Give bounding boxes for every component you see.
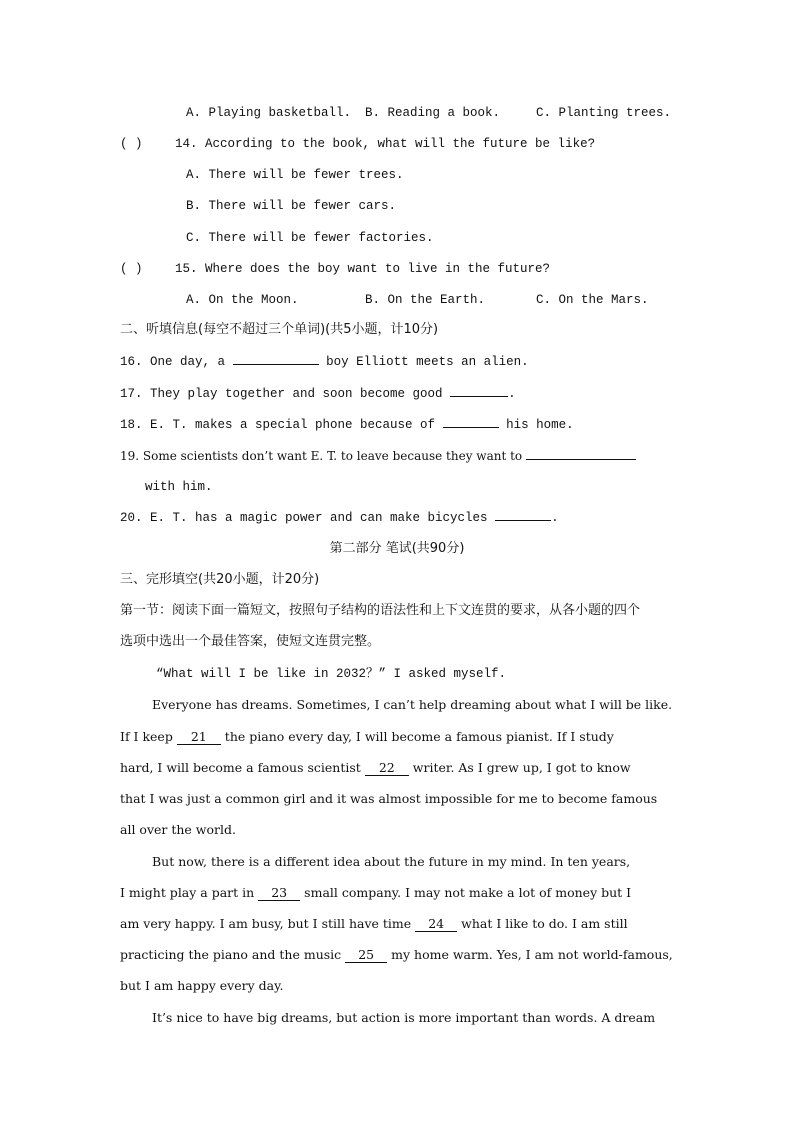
item-text: 18. E. T. makes a special phone because of	[120, 418, 436, 432]
passage-text: If I keep	[120, 729, 173, 744]
passage-line: But now, there is a different idea about the future in my mind. In ten years,	[152, 854, 631, 869]
fill-item-16	[120, 354, 529, 370]
blank-25[interactable]: 25	[345, 948, 387, 963]
section-3-title: 三、完形填空(共20小题，计20分)	[120, 572, 320, 587]
q14-option-a: A. There will be fewer trees.	[186, 168, 404, 182]
answer-blank[interactable]	[526, 459, 636, 460]
item-text: his home.	[506, 418, 574, 432]
answer-blank[interactable]	[443, 427, 499, 428]
part-2-title: 第二部分 笔试(共90分)	[329, 541, 465, 556]
passage-text: small company. I may not make a lot of money but I	[304, 885, 632, 900]
passage-text: writer. As I grew up, I got to know	[412, 760, 631, 775]
passage-text: what I like to do. I am still	[461, 916, 628, 931]
blank-23[interactable]: 23	[258, 886, 300, 901]
passage-text: the piano every day, I will become a famous pianist. If I study	[224, 729, 614, 744]
q13-option-b: B. Reading a book.	[365, 106, 501, 120]
answer-blank[interactable]	[495, 520, 551, 521]
passage-text: practicing the piano and the music	[120, 947, 342, 962]
instruction-line-1: 第一节：阅读下面一篇短文，按照句子结构的语法性和上下文连贯的要求，从各小题的四个	[120, 603, 641, 618]
passage-line	[120, 729, 614, 745]
item-text: .	[551, 511, 559, 525]
passage-line	[120, 947, 673, 963]
passage-text: hard, I will become a famous scientist	[120, 760, 361, 775]
fill-item-20	[120, 510, 559, 526]
instruction-line-2: 选项中选出一个最佳答案，使短文连贯完整。	[120, 634, 381, 649]
blank-22[interactable]: 22	[365, 761, 409, 776]
question-stem: 14. According to the book, what will the future be like?	[175, 137, 596, 151]
fill-item-19	[120, 448, 636, 464]
q15-option-b: B. On the Earth.	[365, 293, 486, 307]
passage-line: It’s nice to have big dreams, but action is more important than words. A dream	[152, 1010, 656, 1025]
fill-item-19-cont: with him.	[145, 480, 213, 494]
passage-line	[120, 760, 631, 776]
blank-21[interactable]: 21	[177, 730, 221, 745]
q14-option-c: C. There will be fewer factories.	[186, 231, 434, 245]
item-text: 16. One day, a	[120, 355, 226, 369]
item-text: 17. They play together and soon become good	[120, 387, 443, 401]
passage-line: that I was just a common girl and it was almost impossible for me to become famous	[120, 791, 658, 806]
item-text: 19. Some scientists don’t want E. T. to leave because they want to	[120, 449, 523, 463]
fill-item-18	[120, 417, 574, 433]
q14-option-b: B. There will be fewer cars.	[186, 199, 397, 213]
passage-line: but I am happy every day.	[120, 978, 284, 993]
passage-text: am very happy. I am busy, but I still have time	[120, 916, 412, 931]
section-2-title: 二、听填信息(每空不超过三个单词)(共5小题，计10分)	[120, 322, 439, 337]
answer-blank[interactable]	[450, 396, 508, 397]
passage-text: I might play a part in	[120, 885, 255, 900]
answer-blank[interactable]	[233, 364, 319, 365]
item-text: .	[508, 387, 516, 401]
passage-title-line: “What will I be like in 2032？” I asked myself.	[156, 667, 507, 681]
item-text: 20. E. T. has a magic power and can make bicycles	[120, 511, 488, 525]
q15-option-c: C. On the Mars.	[536, 293, 649, 307]
answer-bracket: ( )	[120, 137, 143, 151]
item-text: boy Elliott meets an alien.	[326, 355, 529, 369]
passage-text: my home warm. Yes, I am not world-famous,	[391, 947, 673, 962]
fill-item-17	[120, 386, 516, 402]
passage-line: Everyone has dreams. Sometimes, I can’t help dreaming about what I will be like.	[152, 697, 673, 712]
passage-line	[120, 885, 631, 901]
question-stem: 15. Where does the boy want to live in the future?	[175, 262, 551, 276]
answer-bracket: ( )	[120, 262, 143, 276]
passage-line	[120, 916, 628, 932]
q15-option-a: A. On the Moon.	[186, 293, 299, 307]
blank-24[interactable]: 24	[415, 917, 457, 932]
q13-option-c: C. Planting trees.	[536, 106, 672, 120]
q13-option-a: A. Playing basketball.	[186, 106, 352, 120]
passage-line: all over the world.	[120, 822, 236, 837]
